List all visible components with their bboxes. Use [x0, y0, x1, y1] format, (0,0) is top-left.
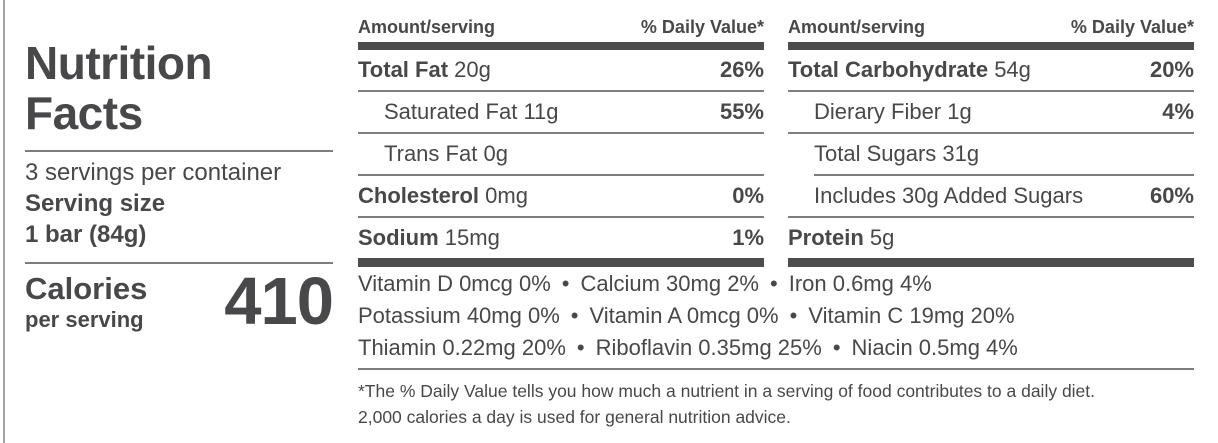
nutrient-name: Includes 30g Added Sugars [814, 183, 1084, 208]
servings-per-container: 3 servings per container [25, 159, 282, 186]
micronutrient-item: Riboflavin 0.35mg 25% [595, 335, 822, 360]
amount-per-serving-header: Amount/serving [788, 17, 926, 37]
bullet-separator: • [770, 271, 778, 296]
thick-bar [788, 42, 1194, 50]
nutrient-dv: 55% [719, 99, 764, 124]
micronutrient-item: Niacin 0.5mg 4% [851, 335, 1018, 360]
micronutrient-item: Calcium 30mg 2% [580, 271, 759, 296]
nutrient-name: Sodium [358, 225, 439, 250]
nutrient-amount: 0mg [485, 183, 528, 208]
bullet-separator: • [561, 271, 570, 296]
nutrient-amount: 1g [947, 99, 972, 124]
daily-value-footnote [358, 378, 1194, 430]
micronutrient-line [358, 300, 1194, 332]
footnote-line-2: 2,000 calories a day is used for general nutrition advice. [358, 407, 791, 427]
nutrient-column-carb-protein [788, 16, 1194, 267]
nutrient-name: Total Fat [358, 57, 449, 82]
nutrient-row-total-sugars [788, 134, 1194, 174]
daily-value-header: % Daily Value* [1070, 17, 1194, 37]
nutrient-dv: 20% [1149, 57, 1194, 82]
micronutrient-item: Potassium 40mg 0% [358, 303, 560, 328]
nutrient-row-trans-fat [358, 134, 764, 174]
nutrient-row-sodium [358, 218, 764, 258]
nutrient-dv: 60% [1149, 183, 1194, 208]
nutrient-name-and-amount [358, 99, 559, 125]
micronutrient-line [358, 332, 1194, 364]
thick-bar [358, 42, 764, 50]
column-header [788, 16, 1194, 38]
nutrient-dv: 1% [732, 225, 764, 250]
nutrient-name-and-amount [358, 57, 491, 83]
serving-size-value: 1 bar (84g) [25, 221, 147, 248]
divider [25, 150, 333, 152]
nutrient-amount: 54g [994, 57, 1031, 82]
nutrient-row-total-carbohydrate [788, 50, 1194, 90]
nutrient-amount: 15mg [444, 225, 500, 250]
nutrient-name-and-amount [358, 141, 508, 167]
nutrient-name-and-amount [788, 225, 894, 251]
page-title [25, 38, 333, 138]
bullet-separator: • [789, 303, 798, 328]
micronutrient-item: Vitamin D 0mcg 0% [358, 271, 551, 296]
nutrient-name-and-amount [358, 183, 528, 209]
nutrient-amount: 31g [942, 141, 980, 166]
nutrient-dv: 0% [732, 183, 764, 208]
nutrient-amount: 20g [454, 57, 491, 82]
nutrient-name-and-amount [788, 183, 1083, 209]
title-line-2: Facts [25, 87, 143, 139]
bottom-section [358, 266, 1194, 430]
nutrient-row-saturated-fat [358, 92, 764, 132]
footnote-line-1: *The % Daily Value tells you how much a nutrient in a serving of food contributes to a daily diet. [358, 381, 1096, 401]
micronutrient-item: Vitamin A 0mcg 0% [589, 303, 779, 328]
calories-sublabel: per serving [25, 307, 144, 332]
nutrient-name: Saturated Fat [384, 99, 518, 124]
daily-value-header: % Daily Value* [640, 17, 764, 37]
bullet-separator: • [570, 303, 579, 328]
serving-info [25, 157, 333, 250]
calories-value: 410 [224, 264, 333, 339]
serving-size-label: Serving size [25, 190, 166, 217]
nutrient-name-and-amount [788, 141, 979, 167]
nutrient-name-and-amount [788, 57, 1031, 83]
nutrient-amount: 5g [869, 225, 895, 250]
micronutrient-item: Thiamin 0.22mg 20% [358, 335, 566, 360]
nutrient-amount: 11g [523, 99, 559, 124]
nutrient-name-and-amount [788, 99, 972, 125]
nutrient-name-and-amount [358, 225, 500, 251]
micronutrient-item: Vitamin C 19mg 20% [808, 303, 1015, 328]
micronutrient-line [358, 268, 1194, 300]
nutrient-row-total-fat [358, 50, 764, 90]
nutrient-amount: 0g [483, 141, 508, 166]
nutrient-name: Cholesterol [358, 183, 480, 208]
summary-panel [25, 37, 333, 339]
nutrient-row-cholesterol [358, 176, 764, 216]
nutrient-row-dietary-fiber [788, 92, 1194, 132]
calories-row [25, 264, 333, 339]
divider [358, 368, 1194, 370]
bullet-separator: • [576, 335, 585, 360]
nutrient-dv: 4% [1162, 99, 1194, 124]
nutrient-name: Total Sugars [814, 141, 937, 166]
nutrient-name: Dierary Fiber [814, 99, 942, 124]
nutrient-row-added-sugars [788, 176, 1194, 216]
column-header [358, 16, 764, 38]
bullet-separator: • [832, 335, 841, 360]
nutrient-name: Protein [788, 225, 864, 250]
calories-labels [25, 271, 147, 333]
title-line-1: Nutrition [25, 37, 213, 89]
nutrient-dv: 26% [719, 57, 764, 82]
nutrient-name: Total Carbohydrate [788, 57, 989, 82]
micronutrient-item: Iron 0.6mg 4% [788, 271, 932, 296]
amount-per-serving-header: Amount/serving [358, 17, 496, 37]
label-left-border [3, 0, 5, 443]
nutrient-name: Trans Fat [384, 141, 478, 166]
nutrient-column-fat-sodium [358, 16, 764, 267]
calories-label: Calories [25, 271, 148, 306]
nutrient-row-protein [788, 218, 1194, 258]
micronutrient-list [358, 266, 1194, 364]
